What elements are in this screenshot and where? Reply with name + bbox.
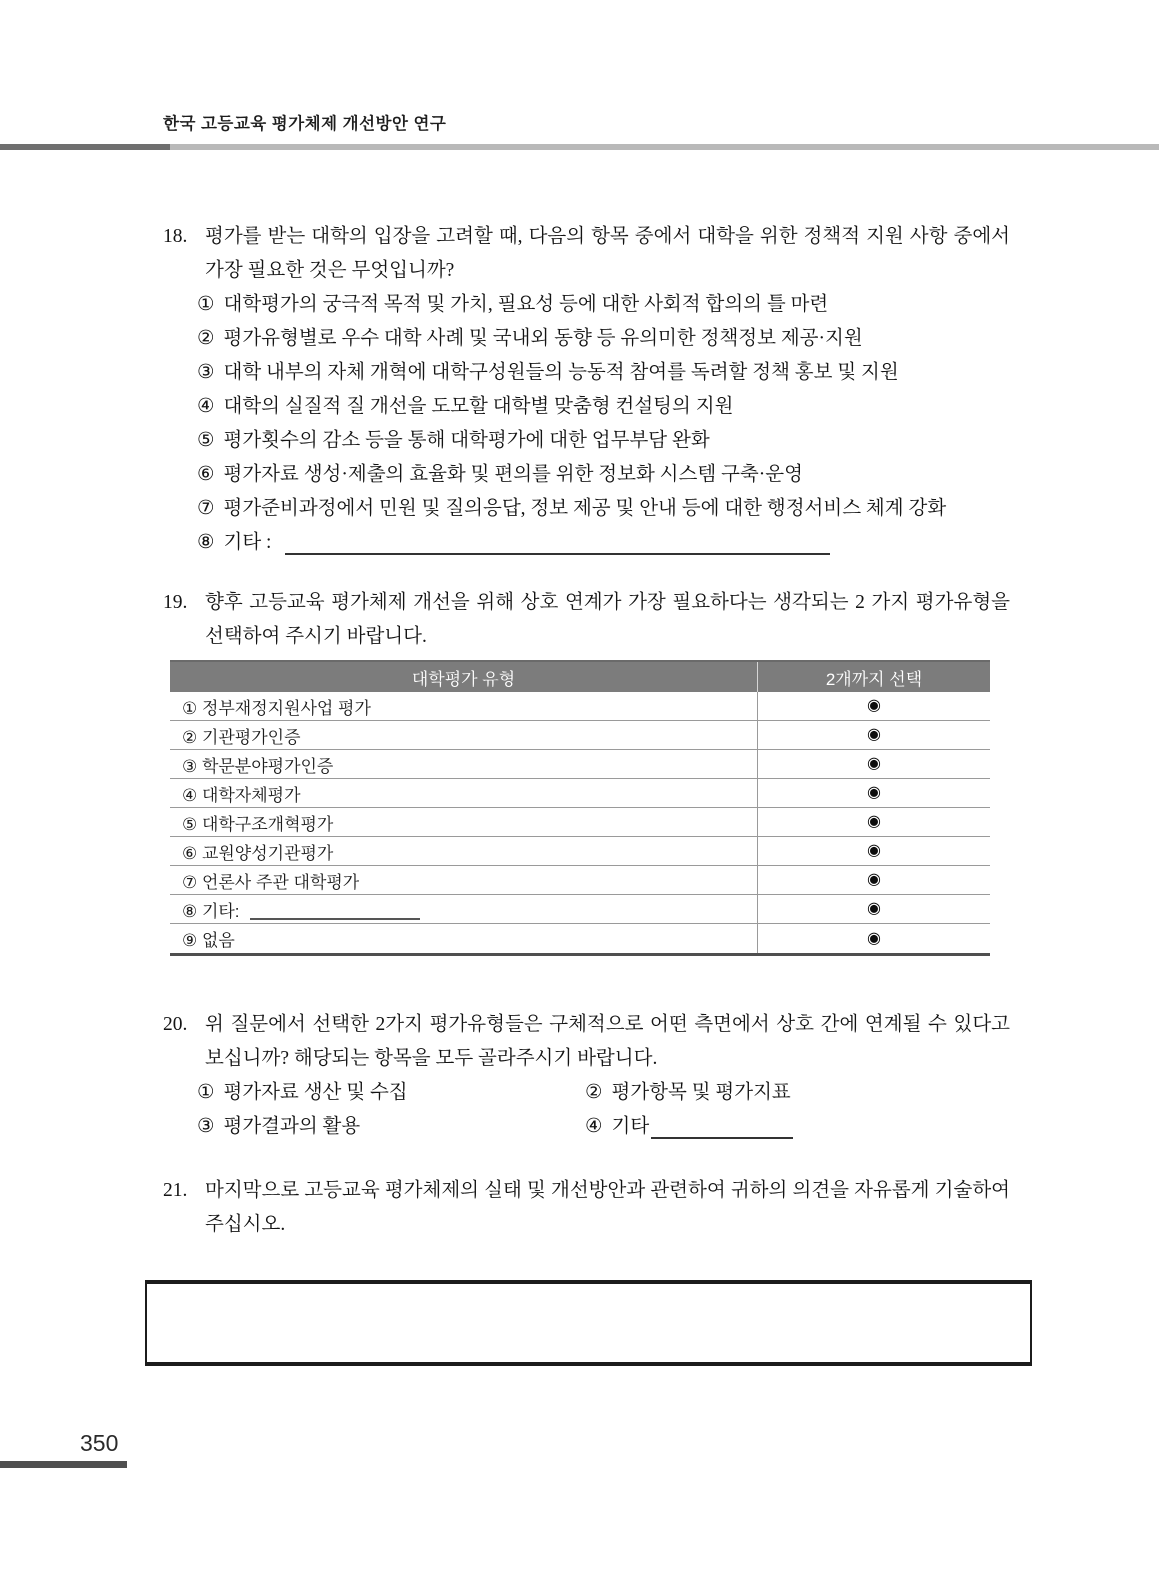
table-header-type: 대학평가 유형 bbox=[170, 662, 758, 692]
option-marker: ⑥ bbox=[197, 464, 215, 485]
question-20-options bbox=[197, 1076, 1010, 1144]
question-number: 20. bbox=[163, 1014, 188, 1035]
question-20 bbox=[163, 1008, 1010, 1076]
table-row bbox=[170, 692, 990, 721]
row-label: ⑨ 없음 bbox=[170, 924, 758, 953]
option-5 bbox=[197, 424, 1010, 458]
option-1 bbox=[197, 1076, 585, 1110]
table-row bbox=[170, 721, 990, 750]
option-text: 평가유형별로 우수 대학 사례 및 국내외 동향 등 유의미한 정책정보 제공·지원 bbox=[223, 328, 863, 349]
question-text: 위 질문에서 선택한 2가지 평가유형들은 구체적으로 어떤 측면에서 상호 간에 연계될 수 있다고 보십니까? 해당되는 항목을 모두 골라주시기 바랍니다. bbox=[205, 1014, 1010, 1069]
option-marker: ③ bbox=[197, 362, 215, 383]
option-marker: ② bbox=[197, 328, 215, 349]
radio-selected-icon[interactable]: ◉ bbox=[867, 842, 881, 859]
option-text: 평가자료 생성·제출의 효율화 및 편의를 위한 정보화 시스템 구축·운영 bbox=[223, 464, 803, 485]
option-marker: ④ bbox=[585, 1116, 603, 1137]
question-number: 18. bbox=[163, 226, 188, 247]
row-label: ④ 대학자체평가 bbox=[170, 779, 758, 807]
table-row bbox=[170, 779, 990, 808]
option-1 bbox=[197, 288, 1010, 322]
question-21 bbox=[163, 1174, 1010, 1242]
header-rule bbox=[0, 144, 1159, 150]
option-text: 대학 내부의 자체 개혁에 대학구성원들의 능동적 참여를 독려할 정책 홍보 및 지원 bbox=[223, 362, 899, 383]
option-text: 대학평가의 궁극적 목적 및 가치, 필요성 등에 대한 사회적 합의의 틀 마련 bbox=[223, 294, 829, 315]
evaluation-type-table bbox=[170, 660, 990, 956]
table-row-other bbox=[170, 895, 990, 924]
option-6 bbox=[197, 458, 1010, 492]
question-number: 19. bbox=[163, 592, 188, 613]
table-header-row bbox=[170, 662, 990, 692]
page-number: 350 bbox=[80, 1430, 119, 1456]
option-text: 기타 : bbox=[223, 532, 272, 553]
row-label: ③ 학문분야평가인증 bbox=[170, 750, 758, 778]
option-marker: ⑤ bbox=[197, 430, 215, 451]
row-label: ② 기관평가인증 bbox=[170, 721, 758, 749]
radio-selected-icon[interactable]: ◉ bbox=[867, 726, 881, 743]
option-3 bbox=[197, 356, 1010, 390]
option-4 bbox=[197, 390, 1010, 424]
option-text: 평가자료 생산 및 수집 bbox=[223, 1082, 408, 1103]
question-18-options bbox=[197, 288, 1010, 560]
radio-selected-icon[interactable]: ◉ bbox=[867, 900, 881, 917]
header-rule-light-segment bbox=[170, 144, 1159, 150]
option-text: 평가결과의 활용 bbox=[223, 1116, 361, 1137]
option-text: 평가횟수의 감소 등을 통해 대학평가에 대한 업무부담 완화 bbox=[223, 430, 710, 451]
fill-in-blank-line bbox=[250, 902, 420, 920]
option-2 bbox=[197, 322, 1010, 356]
fill-in-blank-line bbox=[651, 1117, 793, 1139]
free-response-answer-box[interactable] bbox=[145, 1280, 1032, 1366]
question-text: 평가를 받는 대학의 입장을 고려할 때, 다음의 항목 중에서 대학을 위한 정책적 지원 사항 중에서 가장 필요한 것은 무엇입니까? bbox=[205, 226, 1010, 281]
question-text: 마지막으로 고등교육 평가체제의 실태 및 개선방안과 관련하여 귀하의 의견을 자유롭게 기술하여 주십시오. bbox=[205, 1180, 1010, 1235]
radio-selected-icon[interactable]: ◉ bbox=[867, 813, 881, 830]
row-label: ⑦ 언론사 주관 대학평가 bbox=[170, 866, 758, 894]
option-4-other bbox=[585, 1110, 1010, 1144]
table-row bbox=[170, 750, 990, 779]
option-marker: ③ bbox=[197, 1116, 215, 1137]
radio-selected-icon[interactable]: ◉ bbox=[867, 697, 881, 714]
option-2 bbox=[585, 1076, 1010, 1110]
option-marker: ① bbox=[197, 294, 215, 315]
option-text: 대학의 실질적 질 개선을 도모할 대학별 맞춤형 컨설팅의 지원 bbox=[223, 396, 734, 417]
question-text: 향후 고등교육 평가체제 개선을 위해 상호 연계가 가장 필요하다는 생각되는 2 가지 평가유형을 선택하여 주시기 바랍니다. bbox=[205, 592, 1010, 647]
row-label: ⑥ 교원양성기관평가 bbox=[170, 837, 758, 865]
question-19 bbox=[163, 586, 1010, 654]
option-text: 기타 bbox=[611, 1116, 650, 1137]
page-number-bar bbox=[0, 1461, 127, 1468]
option-marker: ⑧ bbox=[197, 532, 215, 553]
option-marker: ⑦ bbox=[197, 498, 215, 519]
radio-selected-icon[interactable]: ◉ bbox=[867, 784, 881, 801]
table-row bbox=[170, 924, 990, 953]
running-header: 한국 고등교육 평가체제 개선방안 연구 bbox=[163, 115, 447, 133]
fill-in-blank-line bbox=[285, 533, 830, 555]
radio-selected-icon[interactable]: ◉ bbox=[867, 871, 881, 888]
page-content bbox=[163, 220, 1010, 1366]
header-rule-dark-segment bbox=[0, 144, 170, 150]
question-18 bbox=[163, 220, 1010, 288]
table-header-select: 2개까지 선택 bbox=[825, 669, 923, 689]
row-label: ⑤ 대학구조개혁평가 bbox=[170, 808, 758, 836]
option-marker: ① bbox=[197, 1082, 215, 1103]
option-3 bbox=[197, 1110, 585, 1144]
option-marker: ② bbox=[585, 1082, 603, 1103]
row-label: ① 정부재정지원사업 평가 bbox=[170, 692, 758, 720]
radio-selected-icon[interactable]: ◉ bbox=[867, 929, 881, 947]
radio-selected-icon[interactable]: ◉ bbox=[867, 755, 881, 772]
question-number: 21. bbox=[163, 1180, 188, 1201]
option-8-other bbox=[197, 526, 1010, 560]
row-label: ⑧ 기타: bbox=[182, 901, 240, 921]
table-row bbox=[170, 866, 990, 895]
table-row bbox=[170, 808, 990, 837]
option-marker: ④ bbox=[197, 396, 215, 417]
option-text: 평가준비과정에서 민원 및 질의응답, 정보 제공 및 안내 등에 대한 행정서비스 체계 강화 bbox=[223, 498, 947, 519]
option-7 bbox=[197, 492, 1010, 526]
table-row bbox=[170, 837, 990, 866]
option-text: 평가항목 및 평가지표 bbox=[611, 1082, 791, 1103]
